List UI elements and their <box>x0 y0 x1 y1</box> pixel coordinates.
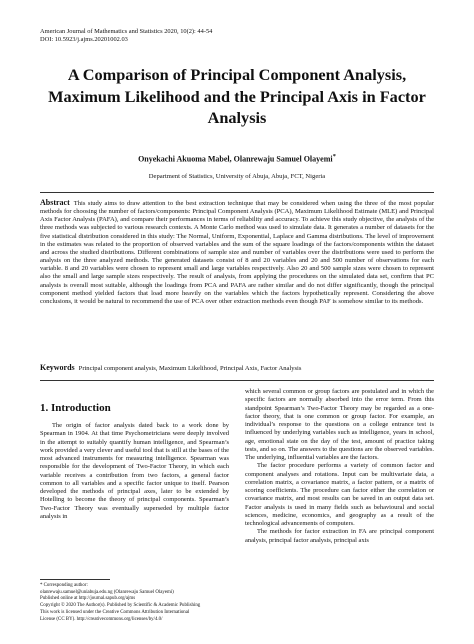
abstract-text: This study aims to draw attention to the best extraction technique that may be considered when using the three of the most popular methods for choosing the number of factors/components: Principal Component Analysis (PCA), Maximum Likelihood Estimate (MLE) and Principal Axis Factor Analysis (PAFA), and compare their performances in terms of reliability and accuracy. To achieve this study objective, the analysis of the three methods was subjected to various research contexts. A Monte Carlo method was used to simulate data. It generates a number of datasets for the five statistical distribution considered in this study: The Normal, Uniform, Exponential, Laplace and Gamma distributions. The level of improvement in the estimates was related to the proportion of observed variables and the sum of the square loadings of the factors/components within the dataset and across the studied distributions. Different combinations of sample size and number of variables over the distributions were used to perform the analysis on the three analyzed methods. The generated datasets consist of 8 and 20 variables and 20 and 500 number of observations for each variable. 8 and 20 variables were chosen to represent small and large variables respectively. Also 20 and 500 sample sizes were chosen to represent also the small and large sample sizes respectively. The result of analysis, from applying the procedures on the simulated data set, confirm that PC analysis is overall most suitable, although the loadings from PCA and PAFA are rather similar and do not differ significantly, though the principal component method yielded factors that load more heavily on the variables which the factors hypothetically represent. Considering the above conclusions, it would be natural to recommend the use of PCA over other extraction methods even though PAF is somehow similar to its methods. <box>40 200 434 305</box>
extraction-methods-paragraph: The methods for factor extraction in FA are principal component analysis, principal factor analysis, principal axis <box>245 528 434 544</box>
section-heading-introduction: 1. Introduction <box>40 402 111 414</box>
published-online-note: Published online at http://journal.sapub.org/ajms <box>40 596 136 602</box>
author-names: Onyekachi Akuoma Mabel, Olanrewaju Samuel Olayemi <box>138 154 333 164</box>
keywords-label: Keywords <box>40 363 75 372</box>
keywords-text: Principal component analysis, Maximum Likelihood, Principal Axis, Factor Analysis <box>78 365 302 372</box>
intro-paragraph-continued: which several common or group factors are postulated and in which the specific factors are normally absorbed into the error term. From this standpoint Spearman’s Two-Factor Theory may be regarded as a one-factor theory, that is one common or group factor. For example, an individual’s response to the questions on a college entrance test is influenced by underlying variables such as intelligence, years in school, age, emotional state on the day of the test, amount of practice taking tests, and so on. The answers to the questions are the observed variables. The underlying, influential variables are the factors. <box>245 388 434 461</box>
doi-line: DOI: 10.5923/j.ajms.20201002.03 <box>40 36 128 44</box>
keywords-block <box>40 363 434 372</box>
affiliation: Department of Statistics, University of Abuja, Abuja, FCT, Nigeria <box>148 173 326 180</box>
copyright-note: Copyright © 2020 The Author(s). Published by Scientific & Academic Publishing <box>40 603 201 609</box>
corresponding-author-mark: * <box>332 153 336 160</box>
factor-procedure-paragraph: The factor procedure performs a variety of common factor and component analyses and rotations. Input can be multivariate data, a correlation matrix, a covariance matrix, a factor pattern, or a matrix of scoring coefficients. The procedure can factor either the correlation or covariance matrix, and most results can be saved in an output data set. Factor analysis is used in many fields such as behavioural and social sciences, medicine, economics, and geography as a result of the technological advancements of computers. <box>245 462 434 527</box>
left-column <box>40 422 229 521</box>
paper-title: A Comparison of Principal Component Analysis, Maximum Likelihood and the Principal Axis in Factor Analysis <box>48 65 426 127</box>
footnote-rule <box>40 579 110 580</box>
abstract-block <box>40 199 434 306</box>
author-list <box>40 153 434 164</box>
corresponding-author-note: * Corresponding author: <box>40 583 88 588</box>
license-note-line-2: License (CC BY). http://creativecommons.org/licenses/by/4.0/ <box>40 616 163 622</box>
abstract-label: Abstract <box>40 198 70 207</box>
license-note-line-1: This work is licensed under the Creative Commons Attribution International <box>40 609 190 615</box>
right-column <box>245 388 434 545</box>
journal-header <box>40 28 212 45</box>
author-email: olanrewaju.samuel@uniabuja.edu.ng (Olanrewaju Samuel Olayemi) <box>40 589 174 595</box>
keywords-bottom-rule <box>40 380 434 381</box>
footnotes <box>40 583 240 623</box>
abstract-top-rule <box>40 192 434 193</box>
intro-paragraph: The origin of factor analysis dated back to a work done by Spearman in 1904. At that time Psychometricians were deeply involved in the attempt to suitably quantify human intelligence, and Spearman’s work provided a very clever and useful tool that is still at the bases of the most advanced instruments for measuring intelligence. Spearman was responsible for the development of Two-Factor Theory, in which each variable receives a contribution from two factors, a general factor common to all variables and a specific factor unique to itself. Pearson developed the methods of principal axes, later to be extended by Hotelling to become the theory of principal components. Spearman’s Two-Factor Theory was eventually superseded by multiple factor analysis in <box>40 422 229 520</box>
journal-citation: American Journal of Mathematics and Statistics 2020, 10(2): 44-54 <box>40 28 213 35</box>
